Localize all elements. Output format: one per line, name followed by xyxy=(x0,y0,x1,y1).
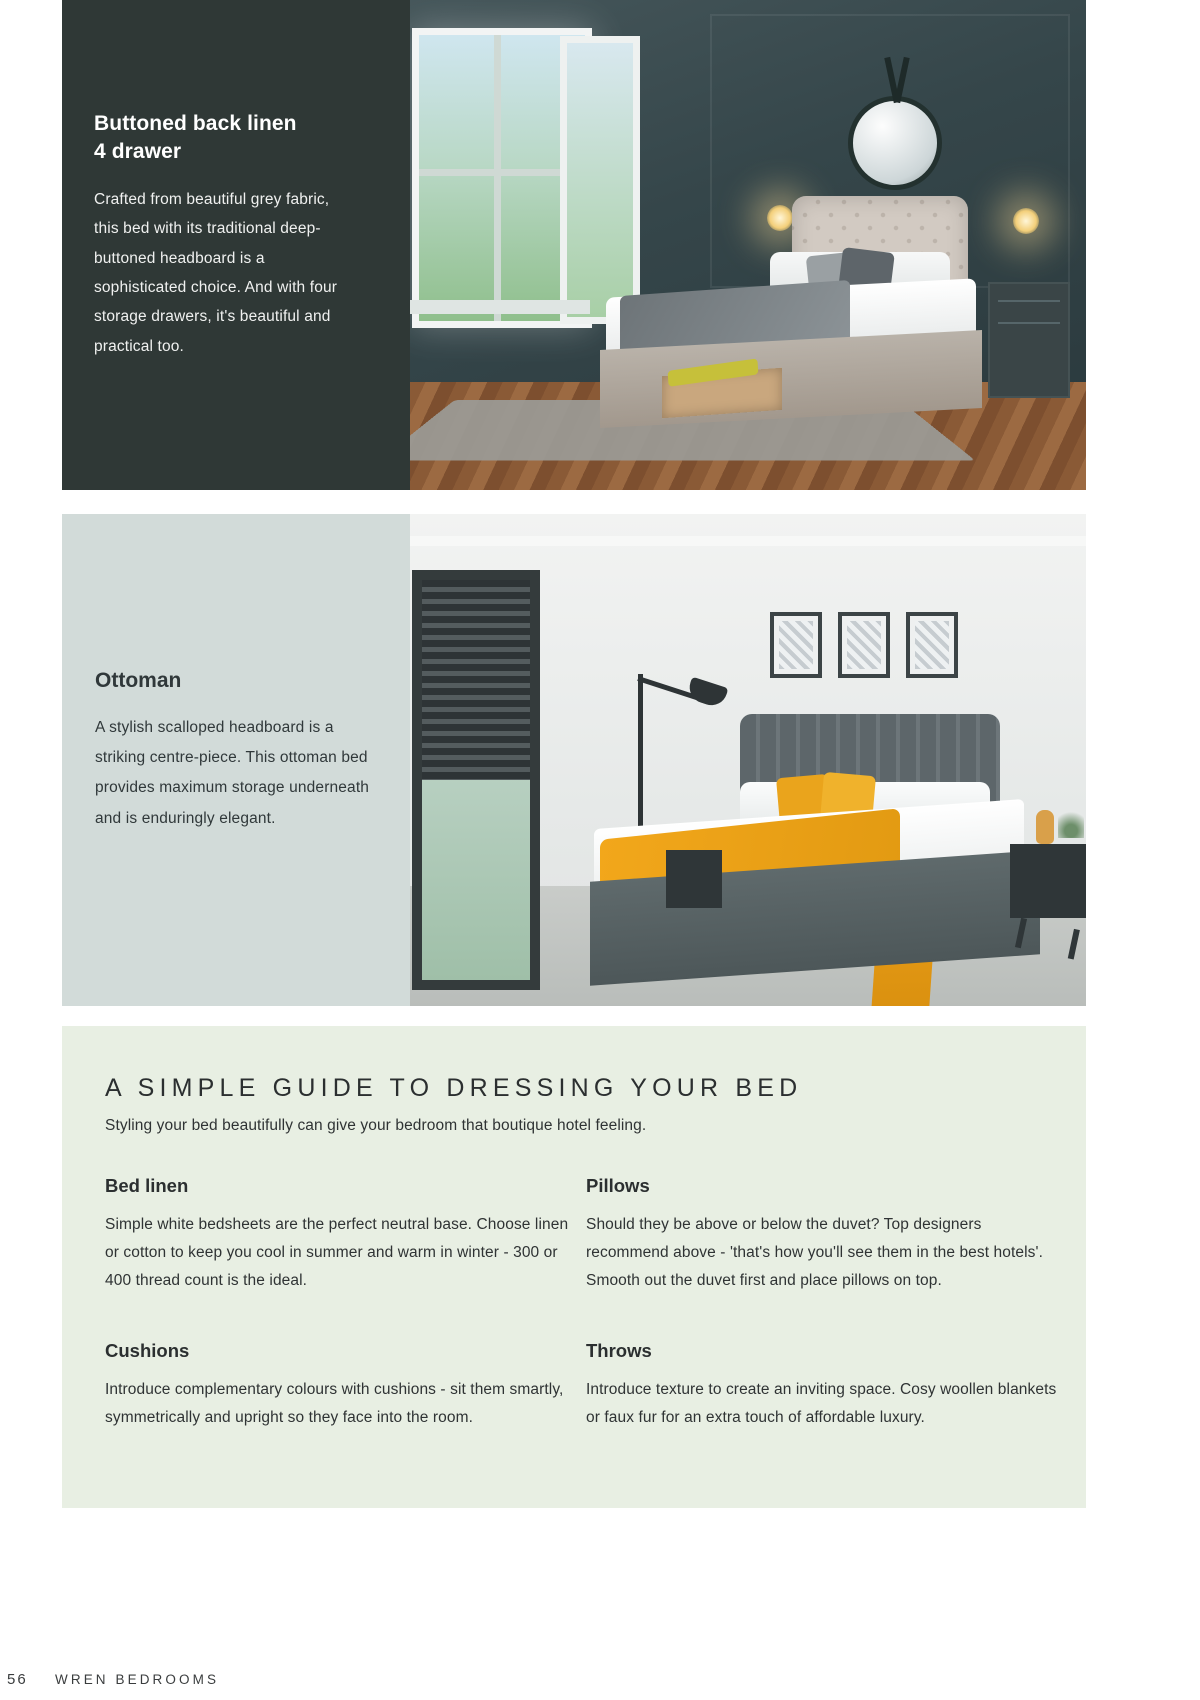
brand-name: WREN BEDROOMS xyxy=(55,1671,220,1687)
product-copy-block xyxy=(62,0,410,490)
wall-art-frame-3 xyxy=(906,612,958,678)
product-photo-buttoned-back-linen xyxy=(410,0,1086,490)
ottoman-title: Ottoman xyxy=(95,669,182,692)
guide-tip-pillows xyxy=(586,1175,1066,1296)
nightstand xyxy=(1010,844,1086,918)
product-section-ottoman xyxy=(62,514,1086,1006)
dressing-guide-section xyxy=(62,1026,1086,1508)
guide-tip-body: Introduce texture to create an inviting space. Cosy woollen blankets or faux fur for an extra touch of affordable luxury. xyxy=(586,1380,1057,1426)
guide-tip-body: Introduce complementary colours with cushions - sit them smartly, symmetrically and upright so they face into the room. xyxy=(105,1380,564,1426)
guide-tip-body: Should they be above or below the duvet? Top designers recommend above - 'that's how you'll see them in the best hotels'. Smooth out the duvet first and place pillows on top. xyxy=(586,1216,1043,1290)
window-blind-icon xyxy=(412,570,540,780)
side-table xyxy=(666,850,722,908)
round-mirror-icon xyxy=(848,96,942,190)
wall-art-frame-1 xyxy=(770,612,822,678)
vase-icon xyxy=(1036,810,1054,844)
product-section-buttoned-back-linen xyxy=(62,0,1086,490)
guide-tip-title: Pillows xyxy=(586,1175,650,1196)
product-photo-ottoman xyxy=(410,514,1086,1006)
guide-tip-title: Bed linen xyxy=(105,1175,189,1196)
plant-icon xyxy=(1058,802,1084,838)
guide-tip-bed-linen xyxy=(105,1175,585,1296)
product-title-line-2: 4 drawer xyxy=(94,140,182,164)
guide-tip-title: Cushions xyxy=(105,1339,190,1361)
page-number: 56 xyxy=(7,1670,28,1688)
wall-lamp-left-icon xyxy=(767,205,793,231)
open-storage-drawer xyxy=(662,368,782,418)
wall-lamp-right-icon xyxy=(1013,208,1039,234)
bedroom-scene-light xyxy=(410,514,1086,1006)
guide-tip-cushions xyxy=(105,1340,585,1432)
bedroom-scene-dark xyxy=(410,0,1086,490)
wall-art-frame-2 xyxy=(838,612,890,678)
guide-tip-throws xyxy=(586,1340,1066,1432)
guide-tip-body: Simple white bedsheets are the perfect neutral base. Choose linen or cotton to keep you cool in summer and warm in winter - 300 or 400 thread count is the ideal. xyxy=(105,1216,569,1290)
guide-subheading: Styling your bed beautifully can give your bedroom that boutique hotel feeling. xyxy=(105,1117,647,1134)
page-footer xyxy=(0,1664,1200,1694)
product-title-line-1: Buttoned back linen xyxy=(94,112,297,135)
cornice xyxy=(410,536,1086,546)
guide-heading: A SIMPLE GUIDE TO DRESSING YOUR BED xyxy=(105,1074,803,1102)
nightstand xyxy=(988,282,1070,398)
ottoman-description: A stylish scalloped headboard is a striking centre-piece. This ottoman bed provides maximum storage underneath and is enduringly elegant. xyxy=(95,719,370,827)
ottoman-copy-block xyxy=(62,514,410,1006)
guide-tips-grid xyxy=(105,1175,1057,1432)
window-side-icon xyxy=(560,36,640,324)
window-sill xyxy=(410,300,590,314)
product-title xyxy=(94,110,354,167)
guide-tip-title: Throws xyxy=(586,1339,652,1361)
product-description: Crafted from beautiful grey fabric, this bed with its traditional deep-buttoned headboard is a sophisticated choice. And with four storage drawers, it's beautiful and practical too. xyxy=(94,190,338,355)
